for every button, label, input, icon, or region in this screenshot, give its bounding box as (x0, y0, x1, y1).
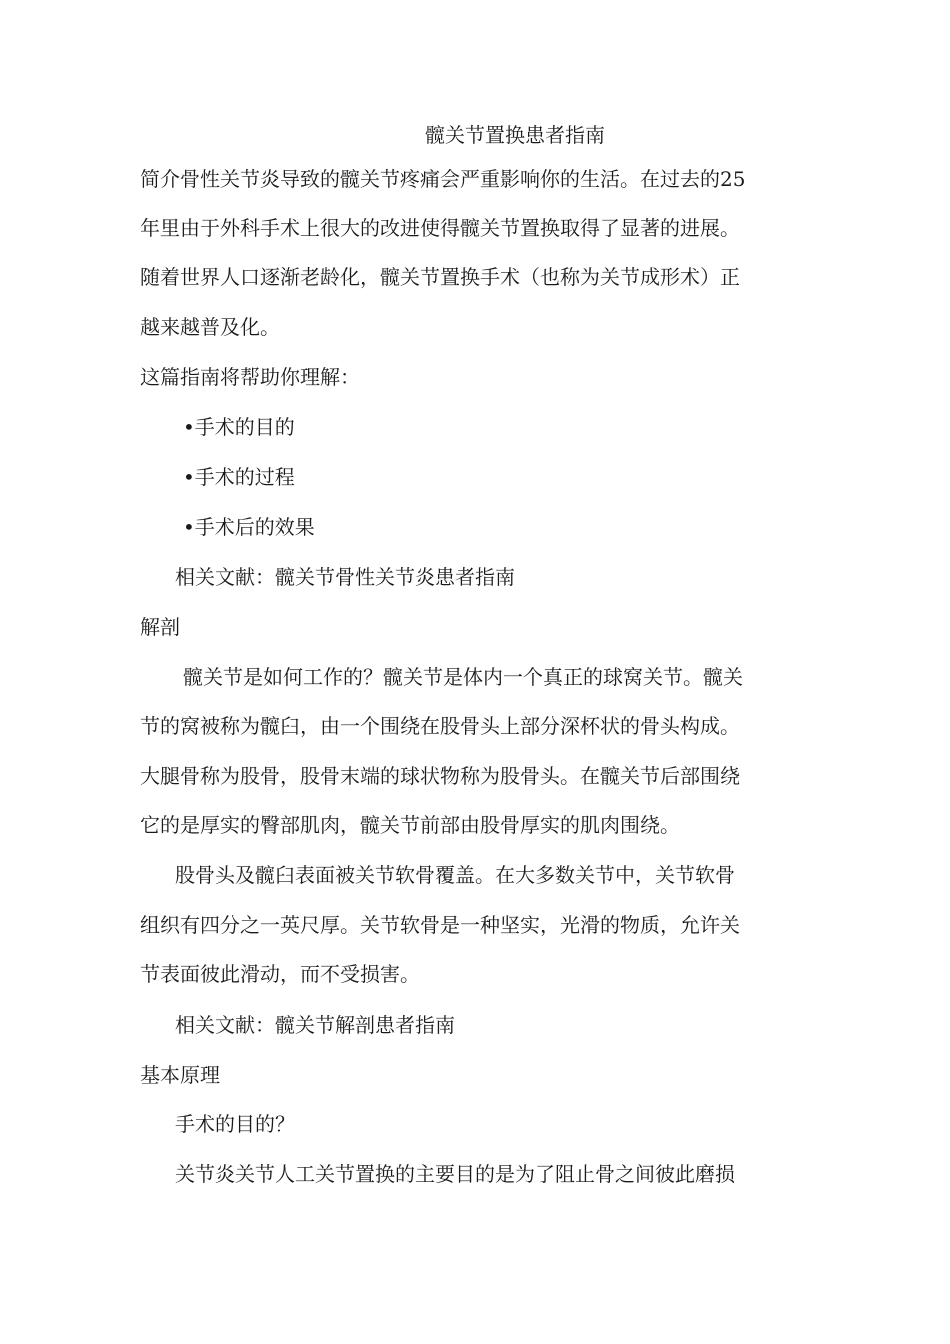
document-title: 髋关节置换患者指南 (425, 123, 605, 147)
bullet-item-purpose: •手术的目的 (183, 415, 295, 439)
intro-line-4: 越来越普及化。 (140, 315, 280, 339)
related-reference-2: 相关文献：髋关节解剖患者指南 (175, 1013, 455, 1037)
anatomy-line-7: 节表面彼此滑动，而不受损害。 (140, 962, 420, 986)
bullet-item-process: •手术的过程 (183, 465, 295, 489)
anatomy-line-1: 髋关节是如何工作的？髋关节是体内一个真正的球窝关节。髋关 (183, 665, 743, 689)
anatomy-line-4: 它的是厚实的臀部肌肉，髋关节前部由股骨厚实的肌肉围绕。 (140, 813, 680, 837)
anatomy-line-2: 节的窝被称为髋臼，由一个围绕在股骨头上部分深杯状的骨头构成。 (140, 714, 740, 738)
section-heading-principle: 基本原理 (140, 1063, 220, 1087)
purpose-line: 关节炎关节人工关节置换的主要目的是为了阻止骨之间彼此磨损 (175, 1162, 735, 1186)
anatomy-line-5: 股骨头及髋臼表面被关节软骨覆盖。在大多数关节中，关节软骨 (175, 863, 735, 887)
anatomy-line-3: 大腿骨称为股骨，股骨末端的球状物称为股骨头。在髋关节后部围绕 (140, 764, 740, 788)
related-reference-1: 相关文献：髋关节骨性关节炎患者指南 (175, 565, 515, 589)
anatomy-line-6: 组织有四分之一英尺厚。关节软骨是一种坚实，光滑的物质，允许关 (140, 913, 740, 937)
section-heading-anatomy: 解剖 (140, 615, 180, 639)
intro-line-3: 随着世界人口逐渐老龄化，髋关节置换手术（也称为关节成形术）正 (140, 265, 740, 289)
intro-line-2: 年里由于外科手术上很大的改进使得髋关节置换取得了显著的进展。 (140, 216, 740, 240)
guide-lead: 这篇指南将帮助你理解： (140, 365, 360, 389)
purpose-question: 手术的目的？ (175, 1112, 295, 1136)
intro-line-1: 简介骨性关节炎导致的髋关节疼痛会严重影响你的生活。在过去的25 (140, 167, 746, 191)
bullet-item-effect: •手术后的效果 (183, 515, 315, 539)
